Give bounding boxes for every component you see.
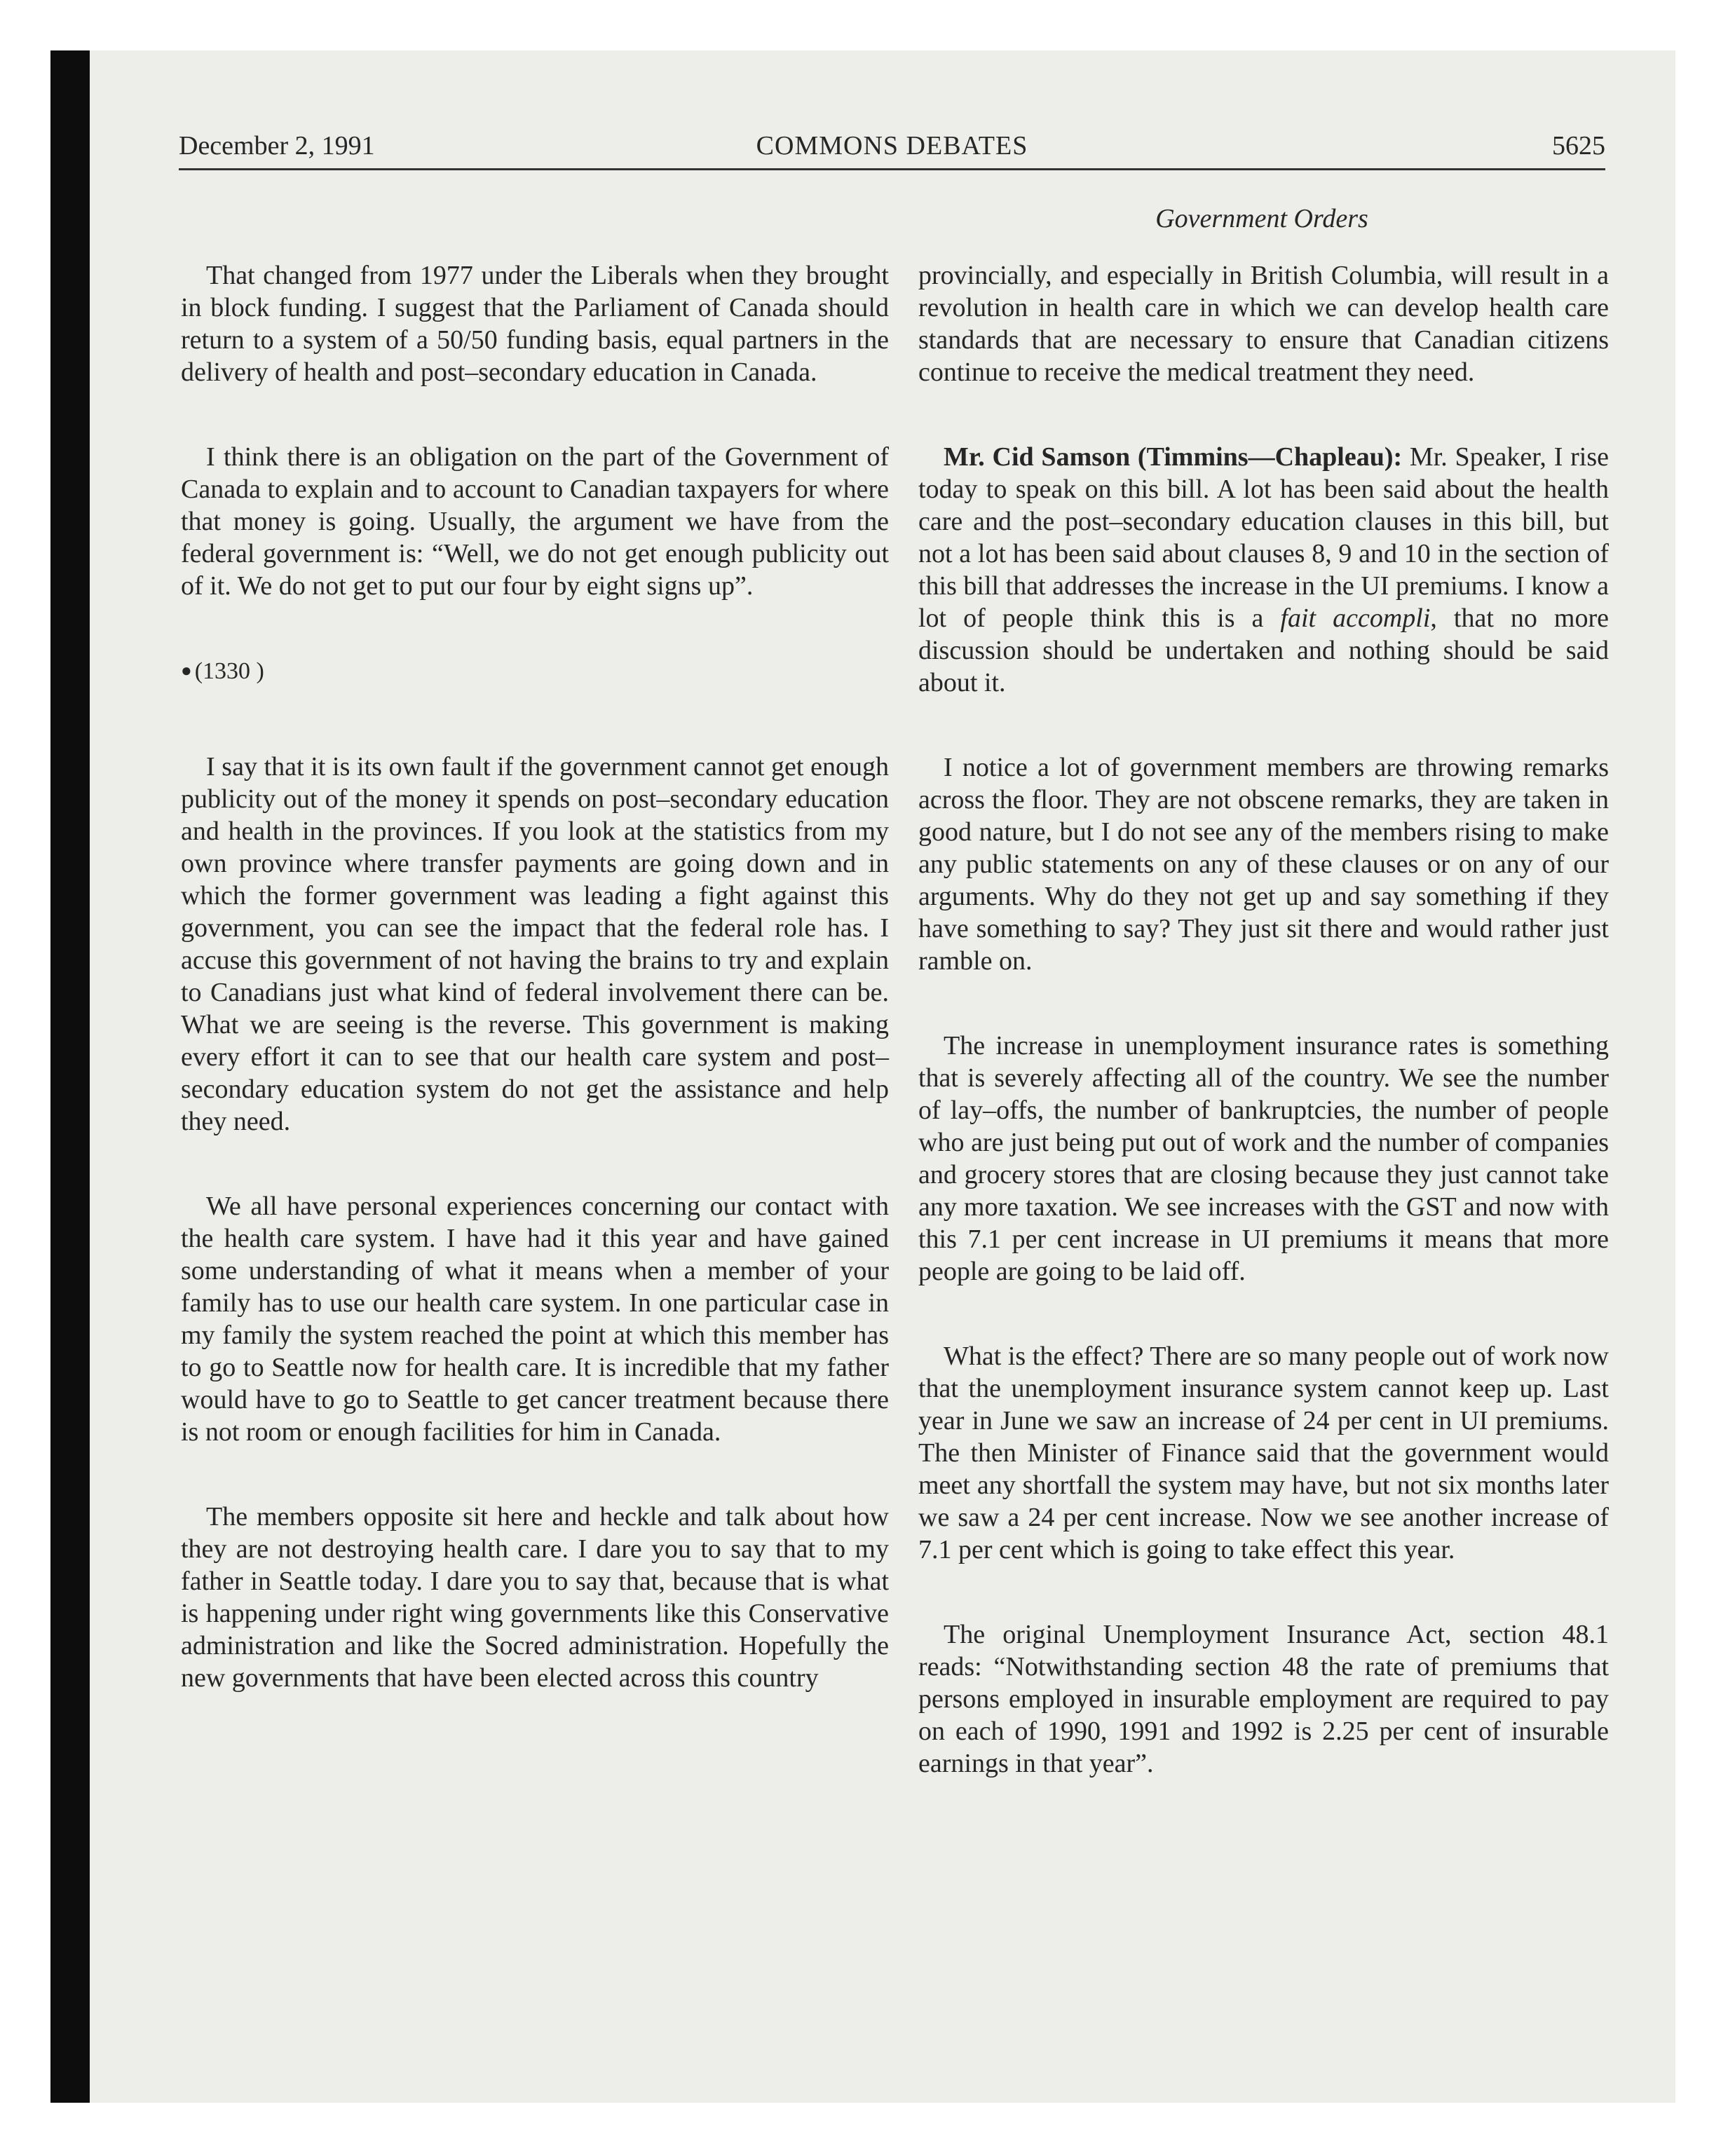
section-title: Government Orders xyxy=(1155,204,1368,233)
timestamp-marker xyxy=(181,655,889,688)
speaker-name: Mr. Cid Samson (Timmins—Chapleau): xyxy=(944,442,1403,472)
paragraph: What is the effect? There are so many people out of work now that the unemployment insurance system cannot keep up. Last year in June we saw an increase of 24 per cent in UI premiums. The then Minister of Finance said that the government would meet any shortfall the system may have, but not six months later we saw a 24 per cent increase. Now we see another increase of 7.1 per cent which is going to take effect this year. xyxy=(918,1342,1609,1564)
paragraph: The members opposite sit here and heckle and talk about how they are not destroying health care. I dare you to say that to my father in Seattle today. I dare you to say that, because that is what is happening under right wing governments like this Conservative administration and like the Socred administration. Hopefully the new governments that have been elected across this country xyxy=(181,1502,889,1693)
right-column xyxy=(918,259,1609,1832)
scan-edge-bar xyxy=(50,50,90,2103)
speech-paragraph xyxy=(918,441,1609,699)
timestamp: (1330 ) xyxy=(194,658,264,684)
speech-text: , that no more discussion should be undertaken and nothing should be said about it. xyxy=(918,603,1609,697)
paragraph: We all have personal experiences concerning our contact with the health care system. I have had it this year and have gained some understanding of what it means when a member of your family has to use our health care system. In one particular case in my family the system reached the point at which this member has to go to Seattle now for health care. It is incredible that my father would have to go to Seattle to get cancer treatment because there is not room or enough facilities for him in Canada. xyxy=(181,1192,889,1447)
speech-text: Mr. Speaker, I rise today to speak on this bill. A lot has been said about the health care and the post–secondary education clauses in this bill, but not a lot has been said about clauses 8, 9 and 10 in the section of this bill that addresses the increase in the UI premiums. I know a lot of people think this is a xyxy=(918,442,1609,633)
header-title: COMMONS DEBATES xyxy=(756,131,1028,161)
left-column xyxy=(181,259,889,1747)
paragraph: I say that it is its own fault if the government cannot get enough publicity out of the money it spends on post–secondary education and health in the provinces. If you look at the statistics from my own province where transfer payments are going down and in which the former government was leading a fight against this government, you can see the impact that the federal role has. I accuse this government of not having the brains to try and explain to Canadians just what kind of federal involvement there can be. What we are seeing is the reverse. This government is making every effort it can to see that our health care system and post–secondary education system do not get the assistance and help they need. xyxy=(181,752,889,1136)
paragraph: provincially, and especially in British Columbia, will result in a revolution in health care in which we can develop health care standards that are necessary to ensure that Canadian citizens continue to receive the medical treatment they need. xyxy=(918,261,1609,387)
paragraph: The increase in unemployment insurance rates is something that is severely affecting all of the country. We see the number of lay–offs, the number of bankruptcies, the number of people who are just being put out of work and the number of companies and grocery stores that are closing because they just cannot take any more taxation. We see increases with the GST and now with this 7.1 per cent increase in UI premiums it means that more people are going to be laid off. xyxy=(918,1031,1609,1286)
italic-phrase: fait accompli xyxy=(1280,603,1431,633)
bullet-icon: ● xyxy=(181,660,192,681)
paragraph: I notice a lot of government members are throwing remarks across the floor. They are not obscene remarks, they are taken in good nature, but I do not see any of the members rising to make any public statements on any of these clauses or on any of our arguments. Why do they not get up and say something if they have something to say? They just sit there and would rather just ramble on. xyxy=(918,753,1609,976)
paragraph: The original Unemployment Insurance Act, section 48.1 reads: “Notwithstanding section 48 the rate of premiums that persons employed in insurable employment are required to pay on each of 1990, 1991 and 1992 is 2.25 per cent of insurable earnings in that year”. xyxy=(918,1620,1609,1778)
paragraph: I think there is an obligation on the part of the Government of Canada to explain and to account to Canadian taxpayers for where that money is going. Usually, the argument we have from the federal government is: “Well, we do not get enough publicity out of it. We do not get to put our four by eight signs up”. xyxy=(181,442,889,601)
header-date: December 2, 1991 xyxy=(179,131,375,161)
page-number: 5625 xyxy=(1552,131,1605,161)
paragraph: That changed from 1977 under the Liberals when they brought in block funding. I suggest that the Parliament of Canada should return to a system of a 50/50 funding basis, equal partners in the delivery of health and post–secondary education in Canada. xyxy=(181,261,889,387)
running-header xyxy=(179,126,1605,170)
